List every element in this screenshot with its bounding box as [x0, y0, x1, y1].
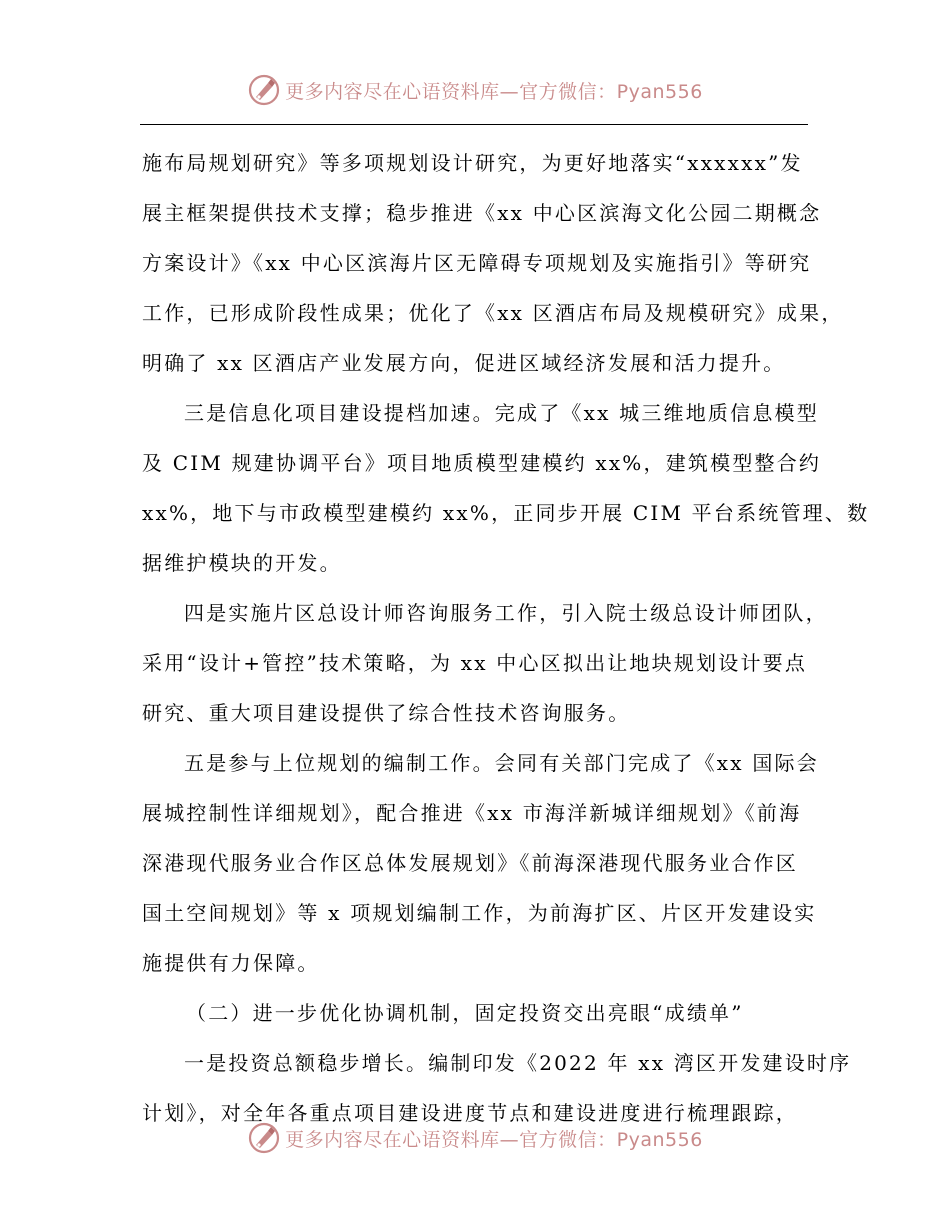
text-line: 施提供有力保障。	[142, 951, 320, 975]
text-line: 国土空间规划》等 x 项规划编制工作，为前海扩区、片区开发建设实	[142, 901, 817, 925]
section-heading-text: （二）进一步优化协调机制，固定投资交出亮眼“成绩单”	[186, 1001, 744, 1025]
footer-watermark	[0, 1118, 950, 1158]
text-line: 及 CIM 规建协调平台》项目地质模型建模约 xx%，建筑模型整合约	[142, 451, 822, 475]
footer-watermark-wechat-id: Pyan556	[616, 1128, 703, 1151]
text-line: 施布局规划研究》等多项规划设计研究，为更好地落实“xxxxxx”发	[142, 151, 803, 175]
text-line: 展城控制性详细规划》，配合推进《xx 市海洋新城详细规划》《前海	[142, 801, 802, 825]
footer-watermark-cn: 更多内容尽在心语资料库—官方微信：	[285, 1128, 617, 1151]
text-line: 明确了 xx 区酒店产业发展方向，促进区域经济发展和活力提升。	[142, 351, 786, 375]
header-watermark-cn: 更多内容尽在心语资料库—官方微信：	[285, 80, 617, 103]
text-line: 一是投资总额稳步增长。编制印发《2022 年 xx 湾区开发建设时序	[184, 1051, 852, 1075]
paragraph-3	[142, 588, 828, 738]
header-watermark-text	[285, 77, 703, 104]
text-line: 计划》，对全年各重点项目建设进度节点和建设进度进行梳理跟踪，	[142, 1101, 798, 1125]
pen-nib-logo-icon	[247, 1121, 281, 1155]
paragraph-4	[142, 738, 819, 988]
body-content	[142, 138, 870, 1138]
text-line: 研究、重大项目建设提供了综合性技术咨询服务。	[142, 701, 631, 725]
text-line: 四是实施片区总设计师咨询服务工作，引入院士级总设计师团队，	[184, 601, 828, 625]
paragraph-2	[142, 388, 870, 588]
header-watermark	[0, 70, 950, 110]
text-line: 工作，已形成阶段性成果；优化了《xx 区酒店布局及规模研究》成果，	[142, 301, 844, 325]
pen-nib-logo-icon	[247, 73, 281, 107]
text-line: 据维护模块的开发。	[142, 551, 342, 575]
header-watermark-wechat-id: Pyan556	[616, 80, 703, 103]
text-line: 方案设计》《xx 中心区滨海片区无障碍专项规划及实施指引》等研究	[142, 251, 812, 275]
footer-watermark-text	[285, 1125, 703, 1152]
header-divider	[140, 124, 808, 125]
text-line: 采用“设计+管控”技术策略，为 xx 中心区拟出让地块规划设计要点	[142, 651, 808, 675]
text-line: 展主框架提供技术支撑；稳步推进《xx 中心区滨海文化公园二期概念	[142, 201, 822, 225]
text-line: 深港现代服务业合作区总体发展规划》《前海深港现代服务业合作区	[142, 851, 798, 875]
paragraph-1	[142, 138, 844, 388]
section-heading	[142, 988, 810, 1038]
text-line: 五是参与上位规划的编制工作。会同有关部门完成了《xx 国际会	[184, 751, 819, 775]
text-line: 三是信息化项目建设提档加速。完成了《xx 城三维地质信息模型	[184, 401, 819, 425]
text-line: xx%，地下与市政模型建模约 xx%，正同步开展 CIM 平台系统管理、数	[142, 501, 870, 525]
